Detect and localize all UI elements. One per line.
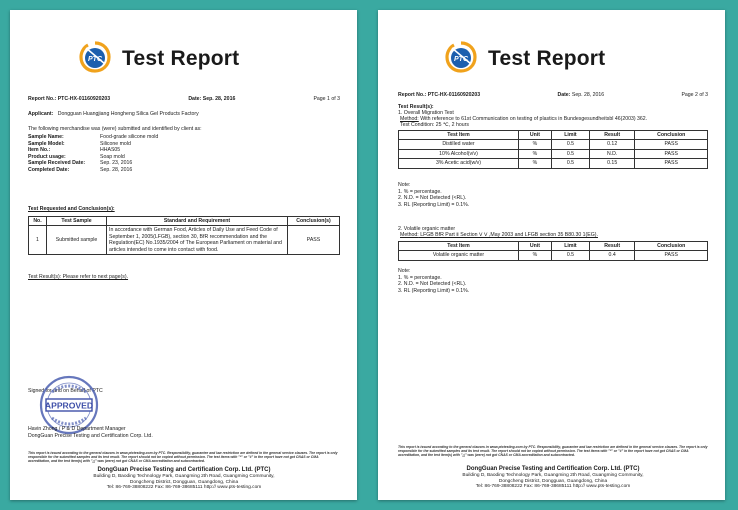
page-footer: [398, 467, 708, 490]
section-2-method: Method: LFGB BfR Part Ⅱ Section Ⅴ Ⅴ ,May 2003 and LFGB section 35 B80.30 1(EG).: [400, 232, 598, 238]
table-row: Volatile organic matter % 0.5 0.4 PASS: [399, 251, 708, 260]
intro-text: The following merchandise was (were) submitted and identified by client as:: [28, 126, 202, 132]
ptc-logo-icon: [78, 40, 112, 74]
notes-2: Note: 1. % = percentage. 2. N.D. = Not Detected (<RL). 3. RL (Reporting Limit) = 0.1%.: [398, 268, 470, 294]
footer-address-1: Building D, Baoding Technology Park, Guangming 2th Road, Guangming Community,: [462, 472, 644, 478]
date-label: Date:: [557, 92, 571, 98]
migration-table: [398, 130, 708, 169]
field-row: Completed Date: Sep. 28, 2016: [28, 166, 133, 173]
field-row: Product usage: Soap mold: [28, 153, 125, 160]
footer-company: DongGuan Precise Testing and Certification Corp. Ltd. (PTC): [466, 466, 640, 472]
logo-text: PTC: [88, 56, 102, 63]
applicant-label: Applicant:: [28, 111, 54, 117]
footer-address-2: Dongcheng District, Dongguan, Guangdong, China: [129, 479, 239, 485]
report-header-line: [28, 96, 340, 103]
results-note: Test Result(s): Please refer to next page(s).: [28, 274, 129, 280]
logo-text: PTC: [454, 56, 468, 63]
page-title: Test Report: [488, 47, 606, 70]
page-number: Page 1 of 3: [313, 96, 340, 102]
manager-line: Havin Zhong / P & D Department Manager: [28, 426, 126, 432]
report-no: PTC-HX-01160920203: [57, 96, 111, 102]
report-no-label: Report No.:: [398, 92, 427, 98]
report-date: Sep. 28, 2016: [571, 92, 605, 98]
field-row: Item No.: HHAS05: [28, 147, 121, 154]
page-number: Page 2 of 3: [681, 92, 708, 98]
footer-contact: Tel: 86-769-38808222 Fax: 86-769-38685111 http:// www.pts-testing.com: [106, 485, 262, 491]
results-heading: Test Result(s):: [398, 104, 434, 110]
section-2-title: 2. Volatile organic matter: [398, 226, 456, 232]
disclaimer: This report is issued according to the general clauses in www.ptctesting.com by PTC. Responsibility, guarantee and law restriction are defined in the general service clauses. The report is only responsible for the submitted samples and its test result. The report should not be copied without permission. The test items with "*" or "#" in the report have not got CNAS or CMA accreditation, and the test item(s) with "△" was (were) not got CNAS or CMA accreditation and subcontracted.: [398, 445, 708, 458]
page-footer: [28, 468, 340, 491]
tests-heading: Test Requested and Conclusion(s):: [28, 206, 115, 212]
org-line: DongGuan Precise Testing and Certification Corp. Ltd.: [28, 433, 153, 439]
table-row: 10% Alcohol(v/v) % 0.5 N.D. PASS: [399, 149, 708, 158]
report-header-line: [398, 92, 708, 99]
report-no-label: Report No.:: [28, 96, 57, 102]
applicant-line: [28, 111, 199, 118]
volatile-table: [398, 241, 708, 261]
field-row: Sample Received Date: Sep. 23, 2016: [28, 160, 133, 167]
stamp-text: APPROVED: [44, 400, 94, 411]
conclusion-table: [28, 216, 340, 255]
table-header-row: Test Item Unit Limit Result Conclusion: [399, 131, 708, 140]
footer-company: DongGuan Precise Testing and Certification Corp. Ltd. (PTC): [97, 467, 271, 473]
section-1-title: 1. Overall Migration Test: [398, 110, 454, 116]
table-header-row: No. Test Sample Standard and Requirement Conclusion(s): [29, 217, 340, 226]
report-date: Sep. 28, 2016: [202, 96, 236, 102]
footer-address-2: Dongcheng District, Dongguan, Guangdong, China: [498, 478, 608, 484]
field-row: Sample Model: Silicone mold: [28, 140, 131, 147]
sample-fields: [28, 134, 328, 174]
section-1-condition: Test Condition: 25 ℃, 2 hours: [400, 122, 469, 128]
footer-address-1: Building D, Baoding Technology Park, Guangming 2th Road, Guangming Community,: [93, 473, 275, 479]
report-page-1: [10, 10, 357, 500]
disclaimer: This report is issued according to the general clauses in www.ptctesting.com by PTC. Responsibility, guarantee and law restriction are defined in the general service clauses. The report is only responsible for the submitted samples and its test result. The report should not be copied without permission. The test items with "*" or "#" in the report have not got CNAS or CMA accreditation, and the test item(s) with "△" was (were) not got CNAS or CMA accreditation and subcontracted.: [28, 451, 338, 464]
report-no: PTC-HX-01160920203: [427, 92, 481, 98]
page-title: Test Report: [122, 47, 240, 70]
table-row: Distilled water % 0.5 0.12 PASS: [399, 140, 708, 149]
applicant-value: Dongguan Huangjiang Hongheng Silica Gel Products Factory: [57, 111, 199, 117]
signed-line: Signed for and on Behalf of PTC: [28, 388, 103, 394]
report-page-2: [378, 10, 725, 500]
field-row: Sample Name: Food-grade silicone mold: [28, 134, 159, 140]
footer-contact: Tel: 86-769-38808222 Fax: 86-769-38685111 http:// www.pts-testing.com: [475, 484, 631, 490]
ptc-logo-icon: [444, 40, 478, 74]
section-1-method: Method: With reference to 61st Communication on testing of plastics in Bundesgesundheitsbl 46(2003) 362.: [400, 116, 648, 122]
table-row: 1 Submitted sample In accordance with German Food, Articles of Daily Use and Feed Code of September 1, 2005(LFGB), section 30, BfR recommendation and the Regulation(EC) No.1935/2004 of The European Parliament on material and articles intended to come into contact with food. PASS: [29, 226, 340, 255]
table-row: 3% Acetic acid(w/v) % 0.5 0.15 PASS: [399, 159, 708, 168]
table-header-row: Test Item Unit Limit Result Conclusion: [399, 242, 708, 251]
date-label: Date:: [188, 96, 202, 102]
notes-1: Note: 1. % = percentage. 2. N.D. = Not Detected (<RL). 3. RL (Reporting Limit) = 0.1%.: [398, 182, 470, 208]
